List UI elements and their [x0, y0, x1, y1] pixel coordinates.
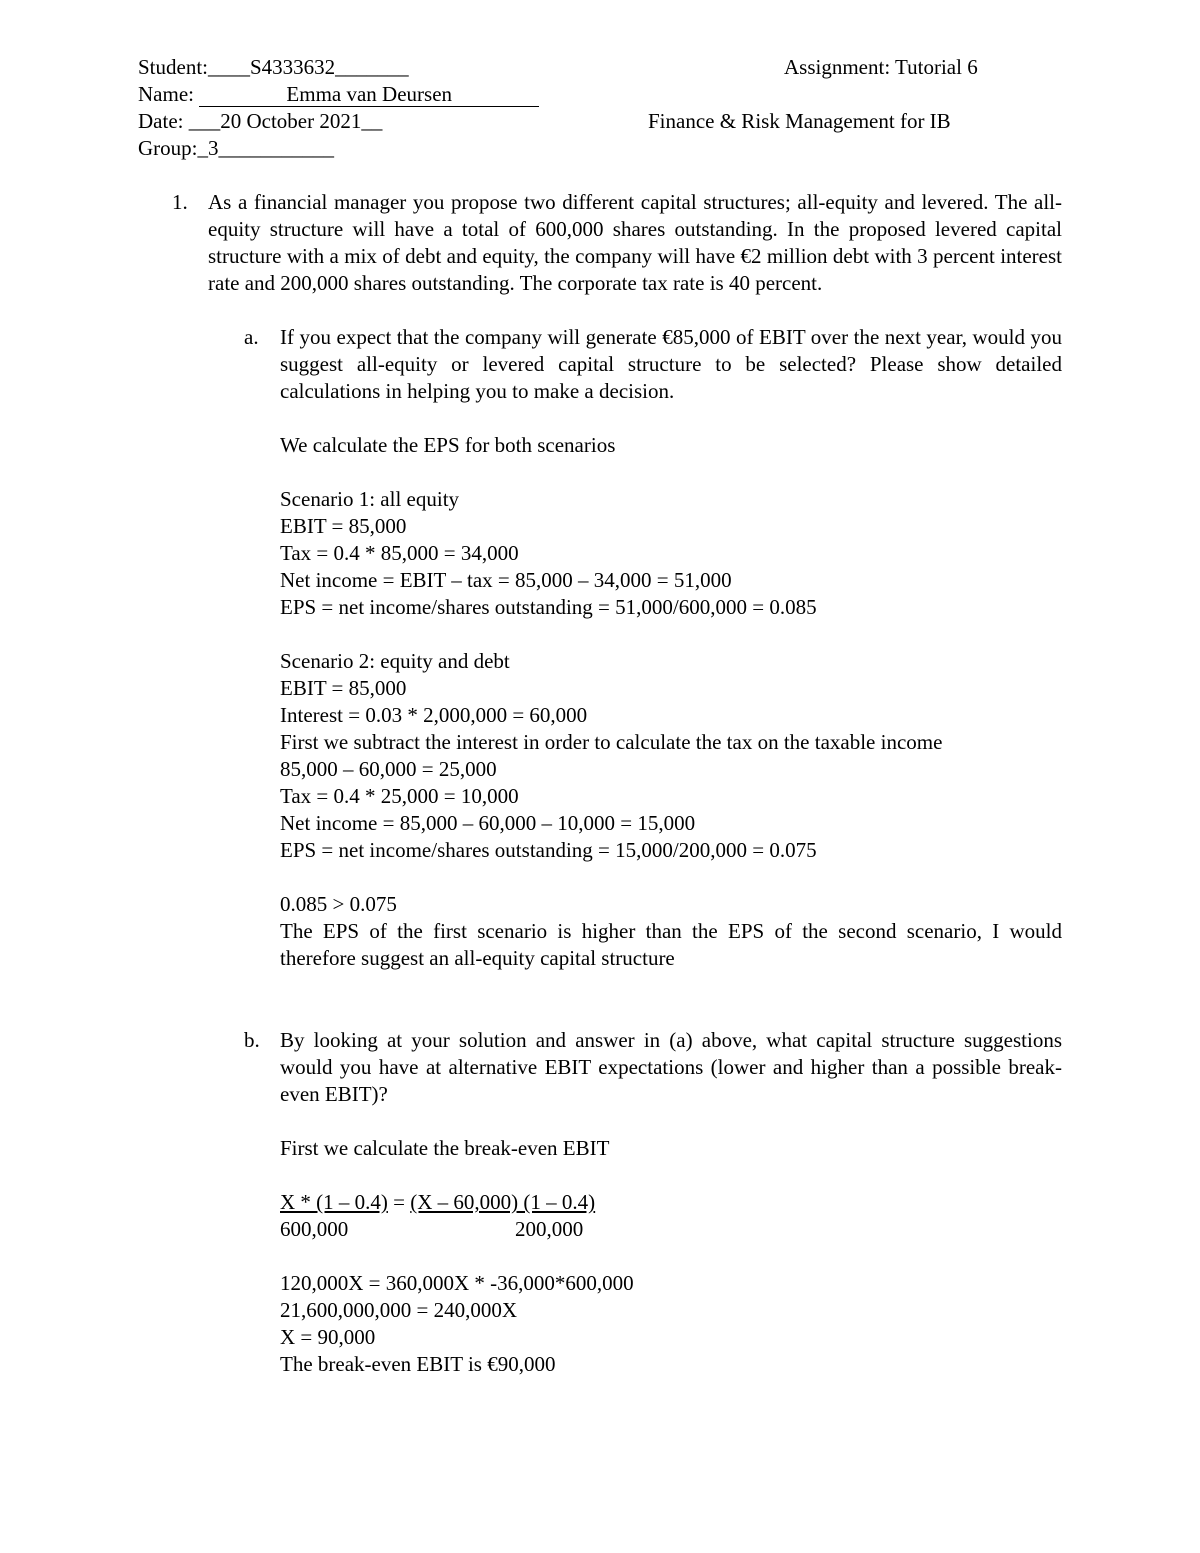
- question-text: As a financial manager you propose two different capital structures; all-equity and levered. The all-equity structure will have a total of 600,000 shares outstanding. In the proposed levered capital structure with a mix of debt and equity, the company will have €2 million debt with 3 percent interest rate and 200,000 shares outstanding. The corporate tax rate is 40 percent.: [208, 190, 1062, 295]
- scenario2-line: EBIT = 85,000: [280, 676, 407, 700]
- assignment-title: Assignment: Tutorial 6: [784, 55, 978, 79]
- name-line: [138, 81, 539, 108]
- question-number: 1.: [172, 190, 188, 214]
- equation-right-numerator: (X – 60,000) (1 – 0.4): [410, 1190, 596, 1214]
- scenario2-line: Tax = 0.4 * 25,000 = 10,000: [280, 784, 519, 808]
- scenario1-line: EPS = net income/shares outstanding = 51,000/600,000 = 0.085: [280, 595, 817, 619]
- equation-numerator-line: [280, 1189, 595, 1216]
- scenario1-line: Net income = EBIT – tax = 85,000 – 34,000 = 51,000: [280, 568, 732, 592]
- scenario2-line: Scenario 2: equity and debt: [280, 649, 510, 673]
- solution-step: 120,000X = 360,000X * -36,000*600,000: [280, 1271, 634, 1295]
- part-a-conclusion: The EPS of the first scenario is higher than the EPS of the second scenario, I would therefore suggest an all-equity capital structure: [280, 919, 1062, 970]
- eps-comparison: 0.085 > 0.075: [280, 892, 397, 916]
- equation-right-denominator: 200,000: [515, 1217, 584, 1241]
- equation-equals: =: [387, 1190, 411, 1214]
- part-a-question: If you expect that the company will generate €85,000 of EBIT over the next year, would you suggest all-equity or levered capital structure to be selected? Please show detailed calculations in helping you to make a decision.: [280, 325, 1062, 403]
- course-title: Finance & Risk Management for IB: [648, 109, 951, 133]
- part-b-letter: b.: [244, 1028, 260, 1052]
- scenario2-line: EPS = net income/shares outstanding = 15,000/200,000 = 0.075: [280, 838, 817, 862]
- scenario2-line: First we subtract the interest in order to calculate the tax on the taxable income: [280, 730, 943, 754]
- scenario2-line: Interest = 0.03 * 2,000,000 = 60,000: [280, 703, 588, 727]
- name-value: Emma van Deursen: [199, 82, 539, 107]
- scenario1-line: Tax = 0.4 * 85,000 = 34,000: [280, 541, 519, 565]
- scenario2-line: Net income = 85,000 – 60,000 – 10,000 = 15,000: [280, 811, 696, 835]
- solution-step: 21,600,000,000 = 240,000X: [280, 1298, 518, 1322]
- equation-left-numerator: X * (1 – 0.4): [280, 1190, 388, 1214]
- part-b-question: By looking at your solution and answer in (a) above, what capital structure suggestions would you have at alternative EBIT expectations (lower and higher than a possible break-even EBIT)?: [280, 1028, 1062, 1106]
- group-line: Group:_3___________: [138, 136, 334, 160]
- solution-step: X = 90,000: [280, 1325, 376, 1349]
- name-label: Name:: [138, 82, 200, 106]
- student-line: Student:____S4333632_______: [138, 55, 409, 79]
- answer-intro: We calculate the EPS for both scenarios: [280, 433, 616, 457]
- scenario1-line: EBIT = 85,000: [280, 514, 407, 538]
- date-line: Date: ___20 October 2021__: [138, 109, 383, 133]
- scenario2-line: 85,000 – 60,000 = 25,000: [280, 757, 497, 781]
- part-b-intro: First we calculate the break-even EBIT: [280, 1136, 610, 1160]
- equation-left-denominator: 600,000: [280, 1217, 349, 1241]
- break-even-result: The break-even EBIT is €90,000: [280, 1352, 556, 1376]
- part-a-letter: a.: [244, 325, 259, 349]
- scenario1-line: Scenario 1: all equity: [280, 487, 460, 511]
